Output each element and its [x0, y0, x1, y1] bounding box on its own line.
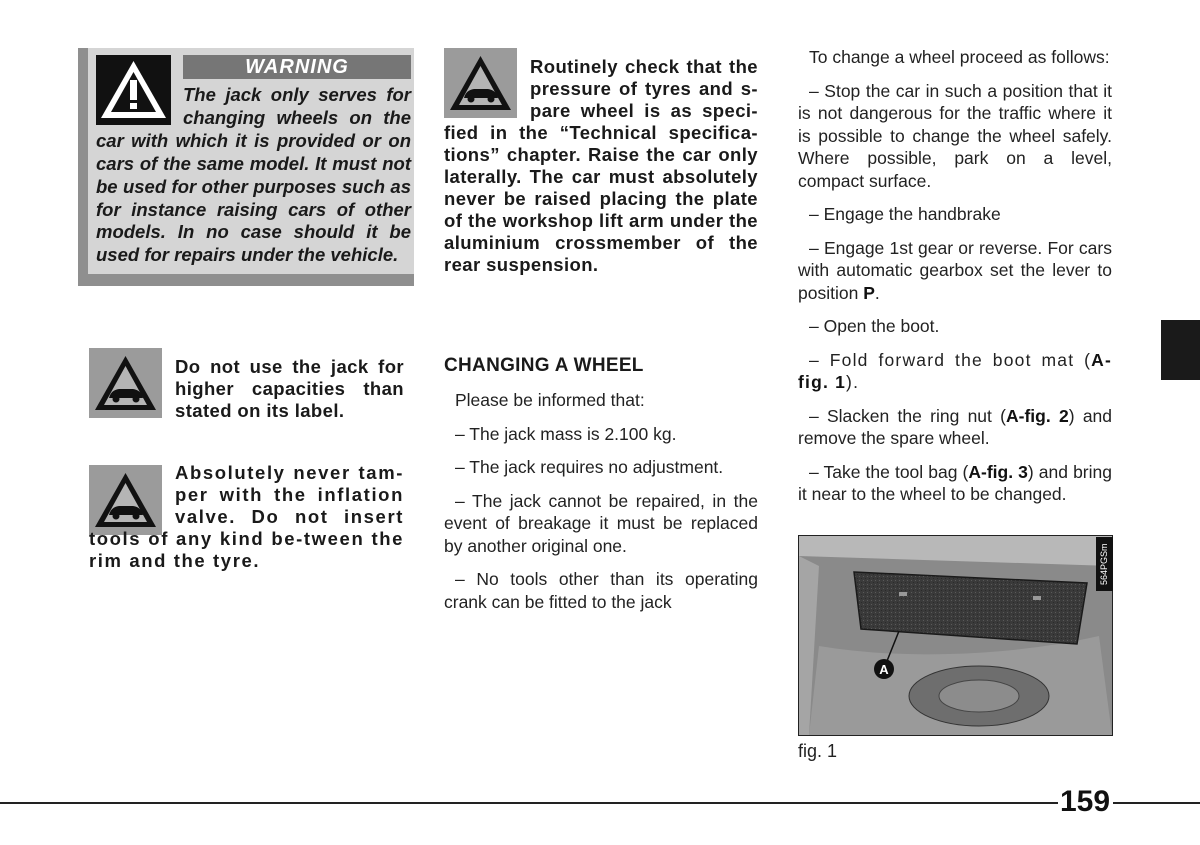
procedure-step: – Engage 1st gear or reverse. For cars with automatic gearbox set the lever to position P.: [798, 237, 1112, 303]
car-caution-icon: [89, 348, 162, 418]
figure-caption: fig. 1: [798, 741, 838, 761]
procedure-step: – Slacken the ring nut (A-fig. 2) and remove the spare wheel.: [798, 405, 1113, 448]
warning-text: The jack only serves for changing wheels on the car with which it is provided or on cars of the same model. It must not be used for other purposes such as for instance raising cars of other models. In no case should it be used for repairs under the vehicle.: [96, 84, 411, 266]
procedure-step: – Take the tool bag (A-fig. 3) and bring it near to the wheel to be changed.: [798, 461, 1112, 504]
figure-code: 564PGSm: [1096, 537, 1113, 591]
footer-rule: [1113, 802, 1200, 804]
procedure-step: – Open the boot.: [809, 316, 940, 336]
footer-rule: [0, 802, 1058, 804]
procedure-intro: To change a wheel proceed as follows:: [809, 47, 1110, 67]
tyre-pressure-caution: [444, 56, 758, 276]
procedure-step: – Fold forward the boot mat (A-fig. 1).: [798, 349, 1112, 392]
page-number: 159: [1059, 785, 1111, 818]
inflation-valve-text: Absolutely never tam-per with the inflation valve. Do not insert tools of any kind be-tween the rim and the tyre.: [89, 462, 404, 571]
warning-text-block: [96, 84, 411, 267]
section-heading: CHANGING A WHEEL: [444, 355, 644, 376]
warning-title: WARNING: [183, 55, 411, 79]
boot-figure: [798, 535, 1113, 736]
figure-callout-label: A: [879, 662, 889, 677]
intro-paragraph: Please be informed that:: [455, 390, 645, 410]
changing-wheel-text: [444, 389, 758, 624]
procedure-step: – Stop the car in such a position that it is not dangerous for the traffic where it is possible to change the wheel safely. Where possible, park on a level, compact surface.: [798, 80, 1112, 191]
procedure-text: [798, 46, 1112, 517]
procedure-step: – Engage the handbrake: [809, 204, 1001, 224]
section-tab-marker: [1161, 320, 1200, 380]
jack-capacity-caution: Do not use the jack for higher capacities than stated on its label.: [175, 356, 404, 421]
list-item: – The jack mass is 2.100 kg.: [455, 423, 677, 444]
tyre-pressure-text: Routinely check that the pressure of tyres and s-pare wheel is as speci-fied in the “Technical specifica-tions” chapter. Raise the car only laterally. The car must absolutely never be raised placing the plate of the workshop lift arm under the aluminium crossmember of the rear suspension.: [444, 56, 758, 275]
list-item: – The jack requires no adjustment.: [455, 457, 724, 477]
list-item: – The jack cannot be repaired, in the event of breakage it must be replaced by another original one.: [444, 490, 758, 556]
list-item: – No tools other than its operating crank can be fitted to the jack: [444, 569, 758, 612]
inflation-valve-caution: [89, 462, 404, 572]
